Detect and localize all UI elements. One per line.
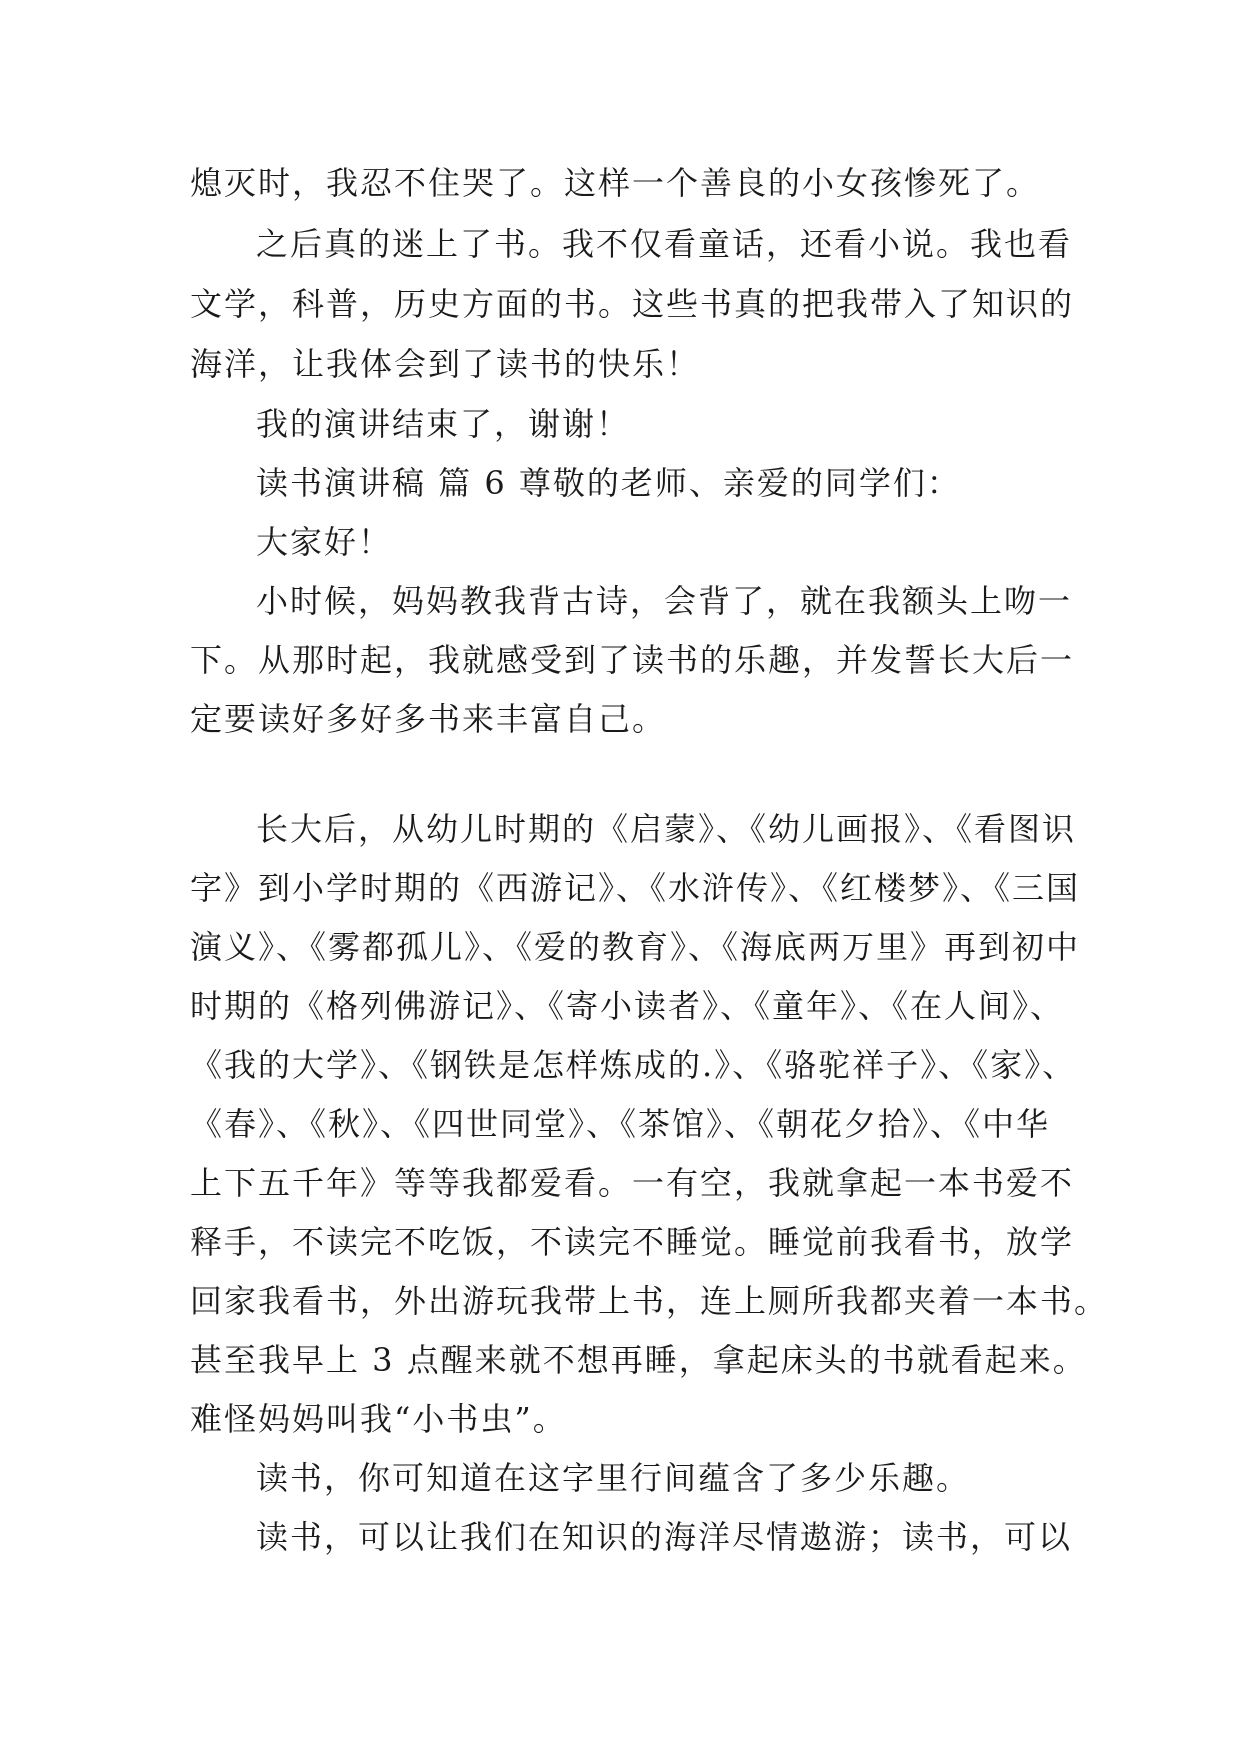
text-line: 大家好！ [256,523,393,561]
text-line: 字》到小学时期的《西游记》、《水浒传》、《红楼梦》、《三国 [190,869,1081,907]
text-line: 释手，不读完不吃饭，不读完不睡觉。睡觉前我看书，放学 [190,1223,1075,1261]
text-line: 下。从那时起，我就感受到了读书的乐趣，并发誓长大后一 [190,641,1075,679]
text-line: 回家我看书，外出游玩我带上书，连上厕所我都夹着一本书。 [190,1282,1109,1320]
text-line: 长大后，从幼儿时期的《启蒙》、《幼儿画报》、《看图识 [256,810,1077,848]
text-line: 读书，可以让我们在知识的海洋尽情遨游；读书，可以 [256,1518,1073,1556]
text-line: 之后真的迷上了书。我不仅看童话，还看小说。我也看 [256,225,1073,263]
section-heading: 读书演讲稿 篇 6 尊敬的老师、亲爱的同学们： [256,464,961,502]
text-line: 难怪妈妈叫我“小书虫”。 [190,1400,567,1438]
text-line: 《我的大学》、《钢铁是怎样炼成的.》、《骆驼祥子》、《家》、 [190,1046,1077,1084]
text-line: 小时候，妈妈教我背古诗，会背了，就在我额头上吻一 [256,582,1073,620]
text-line: 熄灭时，我忍不住哭了。这样一个善良的小女孩惨死了。 [190,164,1041,202]
text-line: 演义》、《雾都孤儿》、《爱的教育》、《海底两万里》再到初中 [190,928,1081,966]
text-line: 《春》、《秋》、《四世同堂》、《茶馆》、《朝花夕拾》、《中华 [190,1105,1051,1143]
text-line: 我的演讲结束了，谢谢！ [256,405,631,443]
text-line: 上下五千年》等等我都爱看。一有空，我就拿起一本书爱不 [190,1164,1075,1202]
text-line: 甚至我早上 3 点醒来就不想再睡，拿起床头的书就看起来。 [190,1341,1087,1379]
text-line: 定要读好多好多书来丰富自己。 [190,700,667,738]
text-line: 时期的《格列佛游记》、《寄小读者》、《童年》、《在人间》、 [190,987,1065,1025]
text-line: 文学，科普，历史方面的书。这些书真的把我带入了知识的 [190,285,1075,323]
text-line: 海洋，让我体会到了读书的快乐！ [190,345,701,383]
text-line: 读书，你可知道在这字里行间蕴含了多少乐趣。 [256,1459,971,1497]
